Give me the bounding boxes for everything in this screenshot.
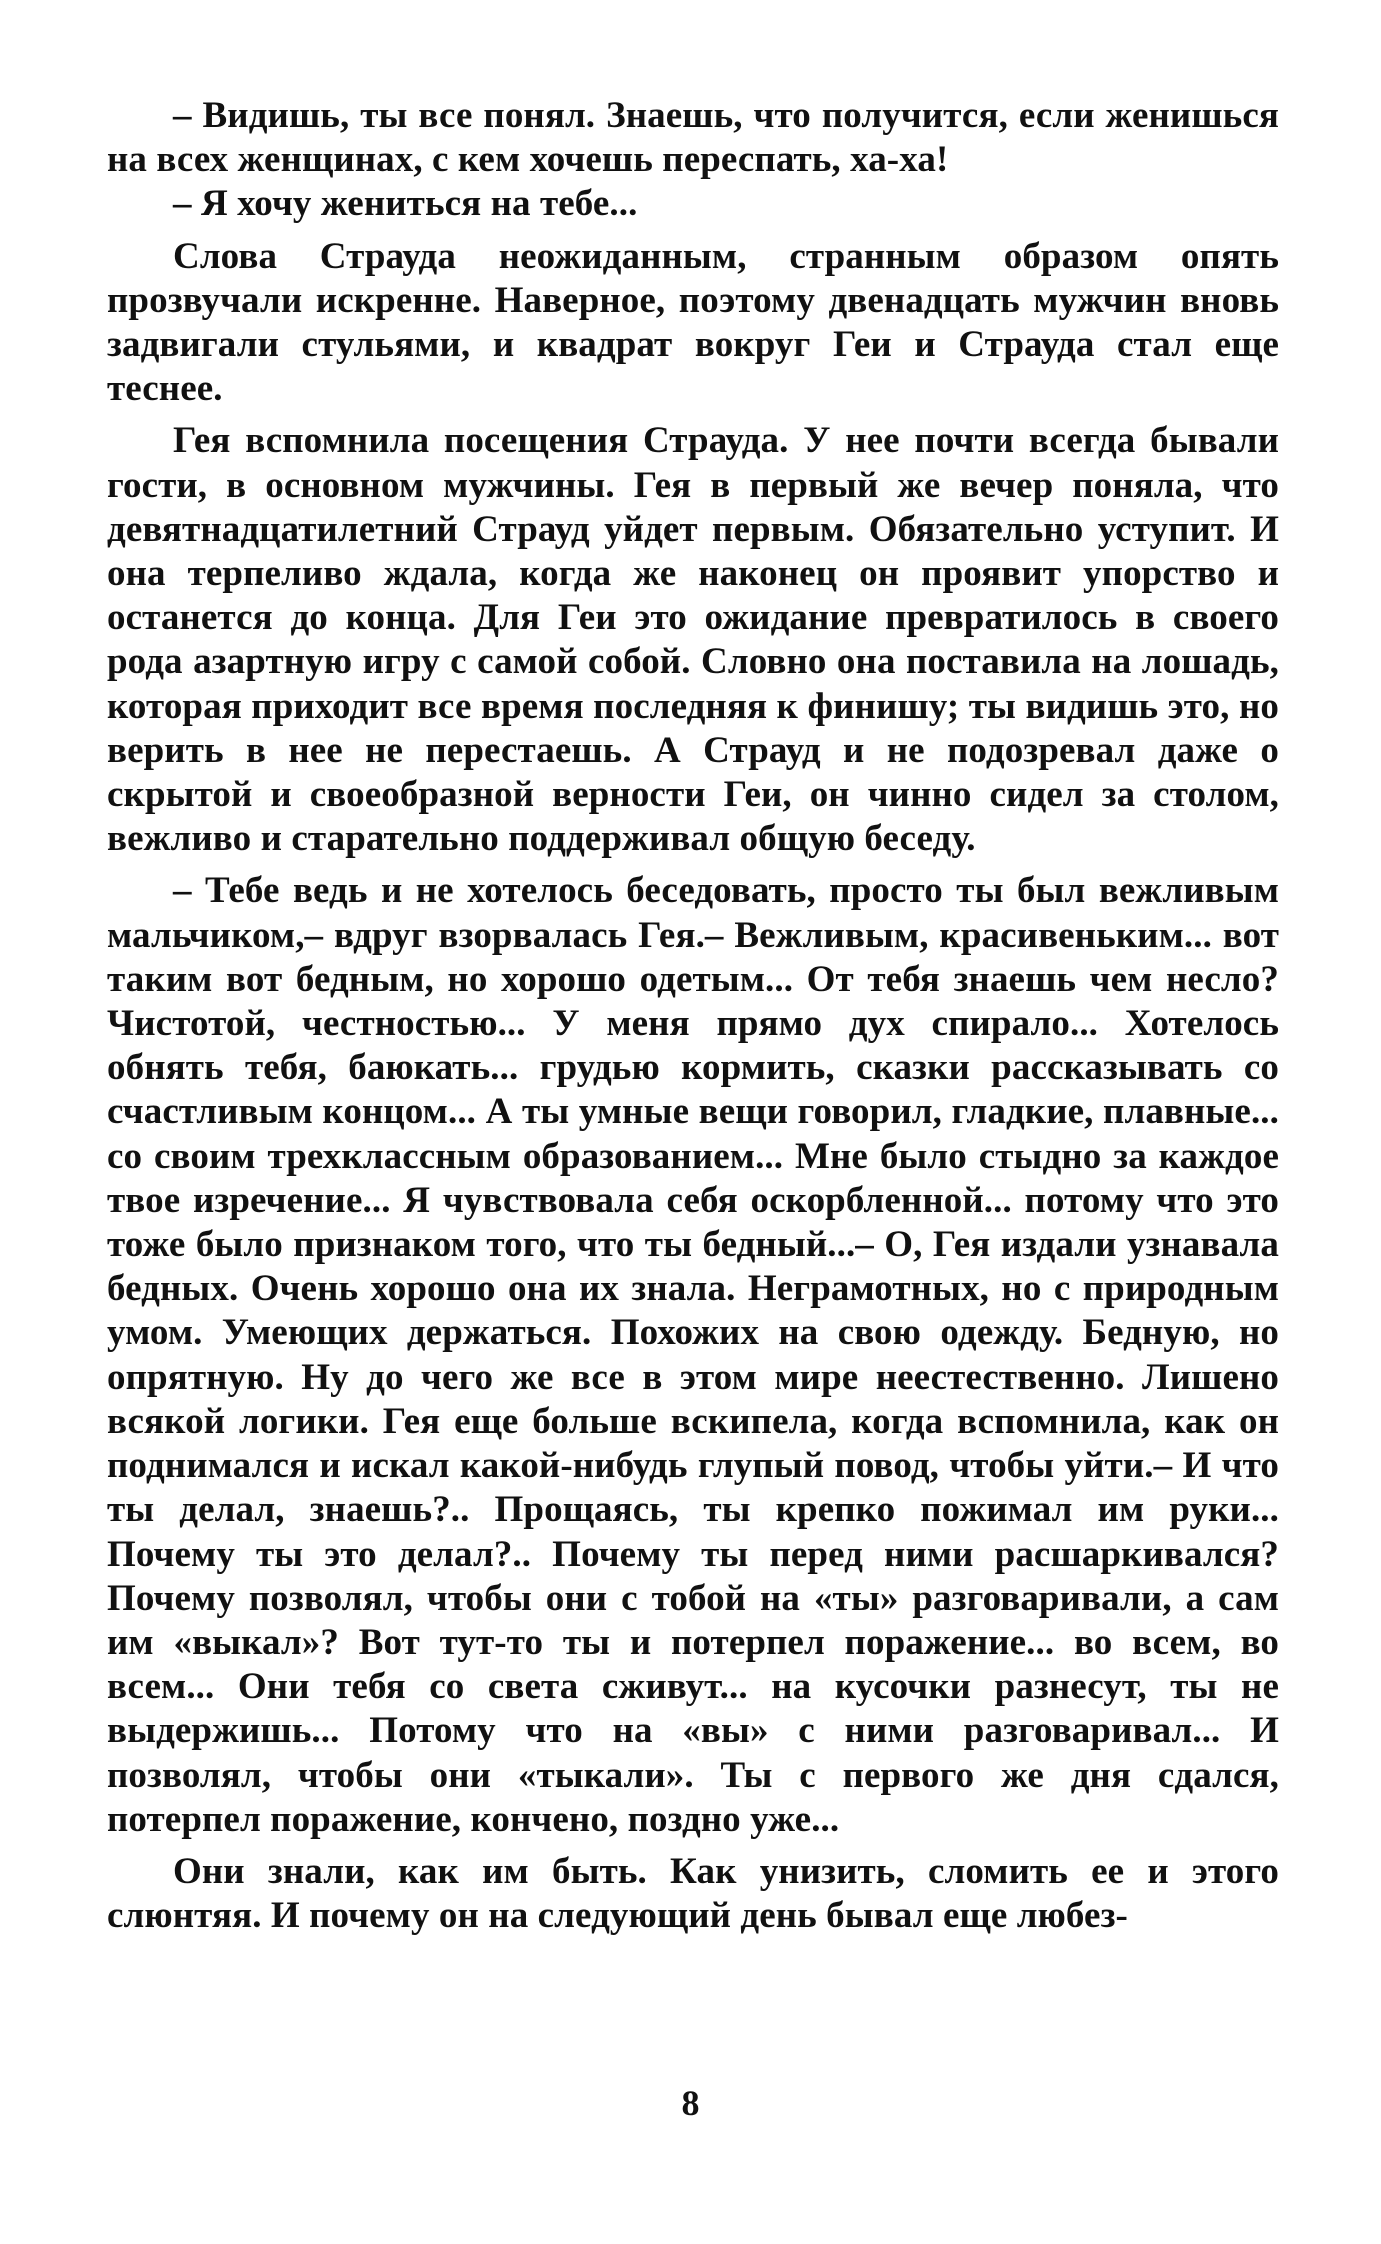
paragraph-6: Они знали, как им быть. Как унизить, сломить ее и этого слюнтяя. И почему он на следующий день бывал еще любез- — [107, 1850, 1279, 1937]
paragraph-4: Гея вспомнила посещения Страуда. У нее почти всегда бывали гости, в основном мужчины. Гея в первый же вечер поняла, что девятнадцатилетний Страуд уйдет первым. Обязательно уступит. И она терпеливо ждала, когда же наконец он проявит упорство и останется до конца. Для Геи это ожидание превратилось в своего рода азартную игру с самой собой. Словно она поставила на лошадь, которая приходит все время последняя к финишу; ты видишь это, но верить в нее не перестаешь. А Страуд и не подозревал даже о скрытой и своеобразной верности Геи, он чинно сидел за столом, вежливо и старательно поддерживал общую беседу. — [107, 420, 1279, 860]
paragraph-2: – Я хочу жениться на тебе... — [173, 183, 638, 225]
paragraph-3: Слова Страуда неожиданным, странным образом опять прозвучали искренне. Наверное, поэтому двенадцать мужчин вновь задвигали стульями, и квадрат вокруг Геи и Страуда стал еще теснее. — [107, 235, 1279, 410]
page-body — [107, 94, 1279, 1938]
paragraph-1: – Видишь, ты все понял. Знаешь, что получится, если женишься на всех женщинах, с кем хочешь переспать, ха-ха! — [107, 95, 1279, 181]
page-number: 8 — [681, 2083, 700, 2123]
paragraph-5: – Тебе ведь и не хотелось беседовать, просто ты был вежливым мальчиком,– вдруг взорвалась Гея.– Вежливым, красивеньким... вот таким вот бедным, но хорошо одетым... От тебя знаешь чем несло? Чистотой, честностью... У меня прямо дух спирало... Хотелось обнять тебя, баюкать... грудью кормить, сказки рассказывать со счастливым концом... А ты умные вещи говорил, гладкие, плавные... со своим трехклассным образованием... Мне было стыдно за каждое твое изречение... Я чувствовала себя оскорбленной... потому что это тоже было признаком того, что ты бедный...– О, Гея издали узнавала бедных. Очень хорошо она их знала. Неграмотных, но с природным умом. Умеющих держаться. Похожих на свою одежду. Бедную, но опрятную. Ну до чего же все в этом мире неестественно. Лишено всякой логики. Гея еще больше вскипела, когда вспомнила, как он поднимался и искал какой-нибудь глупый повод, чтобы уйти.– И что ты делал, знаешь?.. Прощаясь, ты крепко пожимал им руки... Почему ты это делал?.. Почему ты перед ними расшаркивался? Почему позволял, чтобы они с тобой на «ты» разговаривали, а сам им «выкал»? Вот тут-то ты и потерпел поражение... во всем, во всем... Они тебя со света сживут... на кусочки разнесут, ты не выдержишь... Потому что на «вы» с ними разговаривал... И позволял, чтобы они «тыкали». Ты с первого же дня сдался, потерпел поражение, кончено, поздно уже... — [107, 870, 1279, 1840]
